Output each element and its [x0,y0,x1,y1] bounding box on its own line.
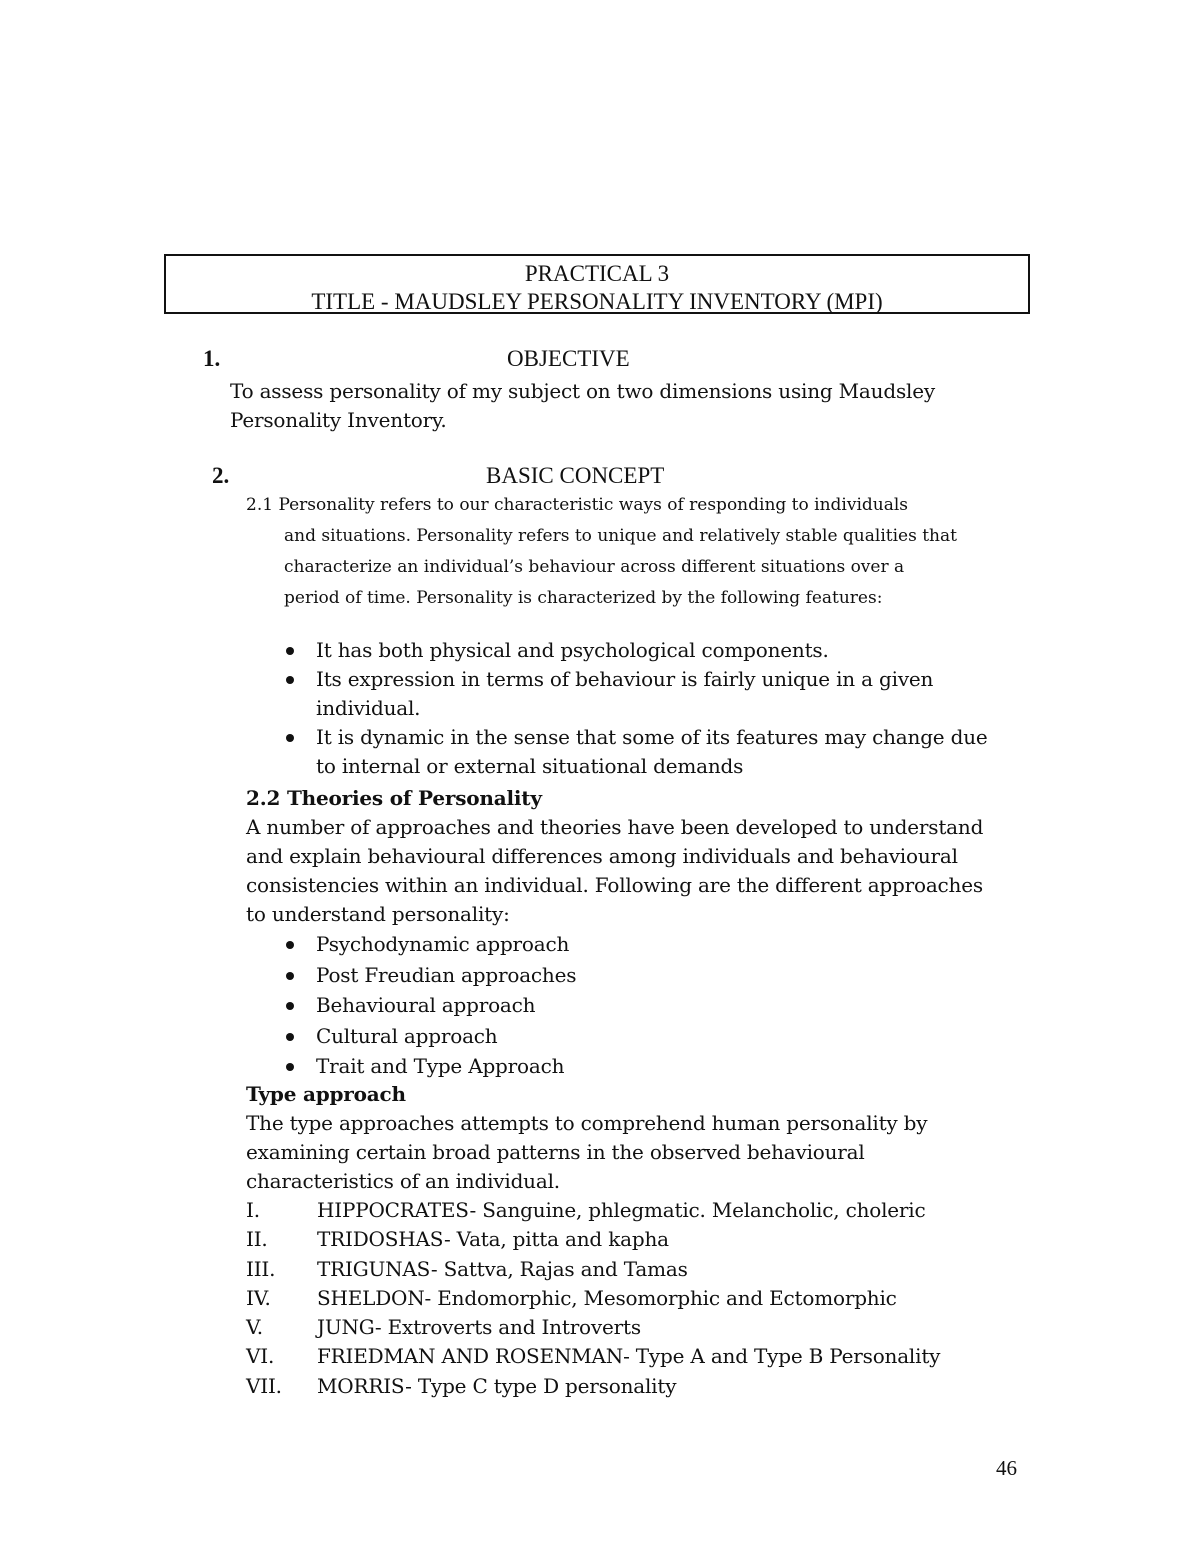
list-item: Trait and Type Approach [284,1052,576,1083]
theories-intro-line-1: A number of approaches and theories have been developed to understand [246,815,984,839]
para-2-1-line-3: characterize an individual’s behaviour across different situations over a [284,557,905,577]
type-approach-line-1: The type approaches attempts to comprehend human personality by [246,1111,928,1135]
practical-title: TITLE - MAUDSLEY PERSONALITY INVENTORY (MPI) [311,289,883,314]
bullet-icon [286,1033,294,1041]
list-item: Psychodynamic approach [284,930,576,961]
bullet-icon [286,734,294,742]
document-page: PRACTICAL 3 TITLE - MAUDSLEY PERSONALITY INVENTORY (MPI) 1. OBJECTIVE To assess personality of my subject on two dimensions using Maudsley Personality Inventory. 2. BASIC CONCEPT 2.1 Personality refers to our characteristic ways of responding to individuals and situations. Personality refers to unique and relatively stable qualities that characterize an individual’s behaviour across different situations over a period of time. Personality is characterized by the following features: It has both physical and psychological components. Its expression in terms of behaviour is fairly unique in a given individual. It is dynamic in the sense that some of its features may change due to internal or external situational demands 2.2 Theories of Personality A number of approaches and theories have been developed to understand and explain behavioural differences among individuals and behavioural consistencies within an individual. Following are the different approaches to understand personality: Psychodynamic approach Post Freudian approaches Behavioural approach Cultural approach Trait and Type Approach Type approach The type approaches attempts to comprehend human personality by examining certain broad patterns in the observed behavioural characteristics of an individual. I. HIPPOCRATES- Sanguine, phlegmatic. Melancholic, choleric II. TRIDOSHAS- Vata, pitta and kapha III. TRIGUNAS- Sattva, Rajas and Tamas IV. SHELDON- Endomorphic, Mesomorphic and Ectomorphic V. JUNG- Extroverts and Introverts VI. FRIEDMAN AND ROSENMAN- Type A and Type B Personality VII. MORRIS- Type C type D personality 46 [0,0,1200,1553]
bullet-icon [286,1002,294,1010]
features-list [284,636,988,781]
list-item: It is dynamic in the sense that some of its features may change due to internal or external situational demands [284,723,988,781]
bullet-icon [286,1063,294,1071]
bullet-icon [286,941,294,949]
bullet-icon [286,676,294,684]
basic-concept-heading: BASIC CONCEPT [486,463,665,488]
type-approach-line-3: characteristics of an individual. [246,1169,560,1193]
theories-intro-line-3: consistencies within an individual. Following are the different approaches [246,873,983,897]
bullet-icon [286,647,294,655]
theories-intro-line-4: to understand personality: [246,902,510,926]
objective-line-2: Personality Inventory. [230,408,447,432]
objective-heading: OBJECTIVE [507,346,630,371]
type-approach-heading: Type approach [246,1082,406,1106]
list-item: It has both physical and psychological components. [284,636,988,665]
type-approach-line-2: examining certain broad patterns in the observed behavioural [246,1140,865,1164]
page-number: 46 [996,1456,1017,1480]
para-2-1-line-2: and situations. Personality refers to unique and relatively stable qualities that [284,526,957,546]
list-item: Behavioural approach [284,991,576,1022]
list-item: Post Freudian approaches [284,961,576,992]
para-2-1-line-1: 2.1 Personality refers to our characteristic ways of responding to individuals [246,495,909,515]
basic-concept-number: 2. [212,463,230,488]
practical-number: PRACTICAL 3 [524,261,670,286]
objective-line-1: To assess personality of my subject on two dimensions using Maudsley [230,379,935,403]
approaches-list [284,930,576,1083]
bullet-icon [286,972,294,980]
para-2-1-line-4: period of time. Personality is characterized by the following features: [284,588,883,608]
list-item: Its expression in terms of behaviour is fairly unique in a given individual. [284,665,988,723]
theories-intro-line-2: and explain behavioural differences among individuals and behavioural [246,844,958,868]
title-box [164,254,1030,314]
theories-heading: 2.2 Theories of Personality [246,786,542,810]
objective-number: 1. [203,346,221,371]
list-item: Cultural approach [284,1022,576,1053]
